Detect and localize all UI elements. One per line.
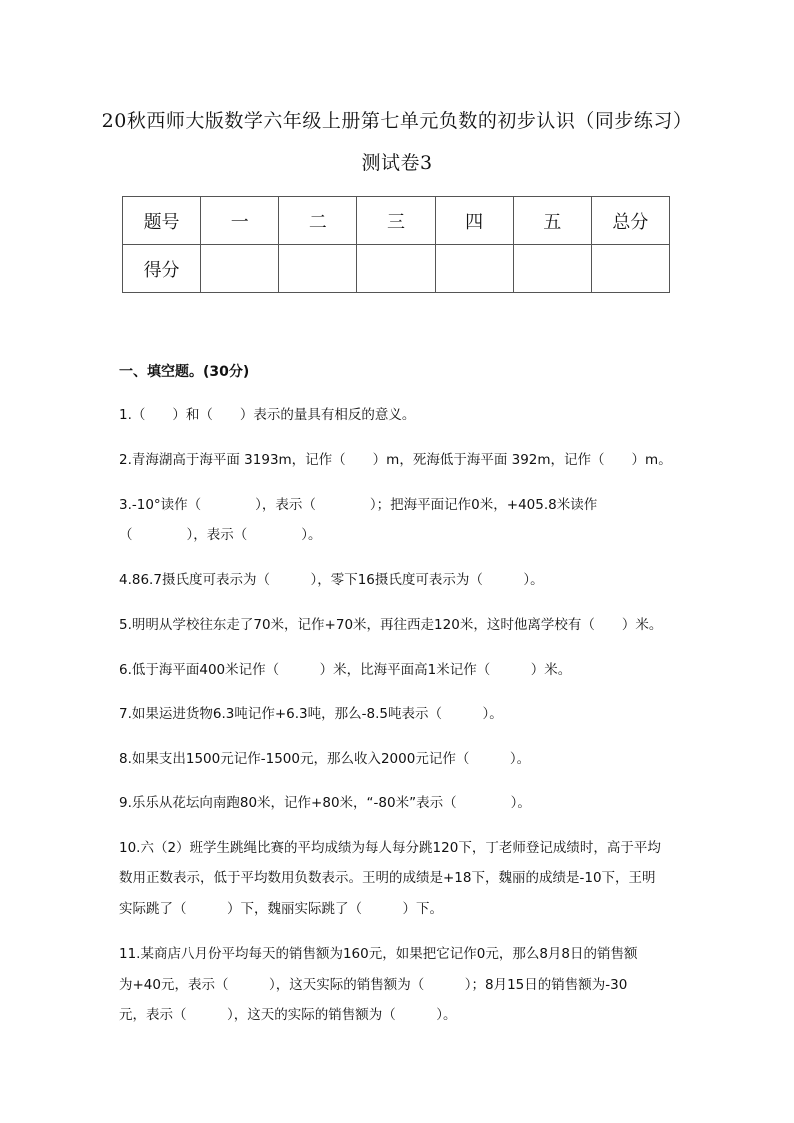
question-line: 元，表示（ ），这天的实际的销售额为（ ）。 — [119, 1007, 457, 1023]
document-title: 20秋西师大版数学六年级上册第七单元负数的初步认识（同步练习） — [101, 110, 693, 132]
question-line: 7.如果运进货物6.3吨记作+6.3吨，那么-8.5吨表示（ ）。 — [119, 706, 503, 722]
score-input-cell[interactable] — [513, 245, 591, 293]
question-line: 11.某商店八月份平均每天的销售额为160元，如果把它记作0元，那么8月8日的销售额 — [119, 946, 638, 962]
question-line: 6.低于海平面400米记作（ ）米，比海平面高1米记作（ ）米。 — [119, 662, 572, 678]
score-table-score-row — [123, 245, 670, 293]
score-header-cell: 四 — [435, 197, 513, 245]
score-input-cell[interactable] — [279, 245, 357, 293]
score-header-cell: 五 — [513, 197, 591, 245]
score-header-cell: 题号 — [123, 197, 201, 245]
question-line: 5.明明从学校往东走了70米，记作+70米，再往西走120米，这时他离学校有（ ）米。 — [119, 617, 663, 633]
score-input-cell[interactable] — [591, 245, 669, 293]
document-subtitle: 测试卷3 — [361, 152, 433, 174]
score-header-cell: 一 — [201, 197, 279, 245]
score-row-label: 得分 — [123, 245, 201, 293]
score-input-cell[interactable] — [435, 245, 513, 293]
score-input-cell[interactable] — [357, 245, 435, 293]
question-line: 9.乐乐从花坛向南跑80米，记作+80米，“-80米”表示（ ）。 — [119, 795, 531, 811]
score-input-cell[interactable] — [201, 245, 279, 293]
question-line: 2.青海湖高于海平面 3193m，记作（ ）m，死海低于海平面 392m，记作（ ）m。 — [119, 452, 672, 468]
question-line: 实际跳了（ ）下，魏丽实际跳了（ ）下。 — [119, 901, 443, 917]
question-line: 8.如果支出1500元记作-1500元，那么收入2000元记作（ ）。 — [119, 751, 531, 767]
score-header-cell: 总分 — [591, 197, 669, 245]
question-line: 4.86.7摄氏度可表示为（ ），零下16摄氏度可表示为（ ）。 — [119, 572, 544, 588]
question-line: 10.六（2）班学生跳绳比赛的平均成绩为每人每分跳120下，丁老师登记成绩时，高于平均 — [119, 840, 661, 856]
question-line: 为+40元，表示（ ），这天实际的销售额为（ ）；8月15日的销售额为-30 — [119, 977, 628, 993]
score-header-cell: 三 — [357, 197, 435, 245]
score-table — [122, 196, 670, 293]
question-line: 3.-10°读作（ ），表示（ ）；把海平面记作0米，+405.8米读作 — [119, 497, 598, 513]
section-heading: 一、填空题。(30分) — [119, 364, 250, 380]
score-header-cell: 二 — [279, 197, 357, 245]
question-line: 数用正数表示，低于平均数用负数表示。王明的成绩是+18下，魏丽的成绩是-10下，王明 — [119, 870, 656, 886]
question-line: 1.（ ）和（ ）表示的量具有相反的意义。 — [119, 407, 416, 423]
question-line: （ ），表示（ ）。 — [119, 527, 322, 543]
score-table-header-row — [123, 197, 670, 245]
